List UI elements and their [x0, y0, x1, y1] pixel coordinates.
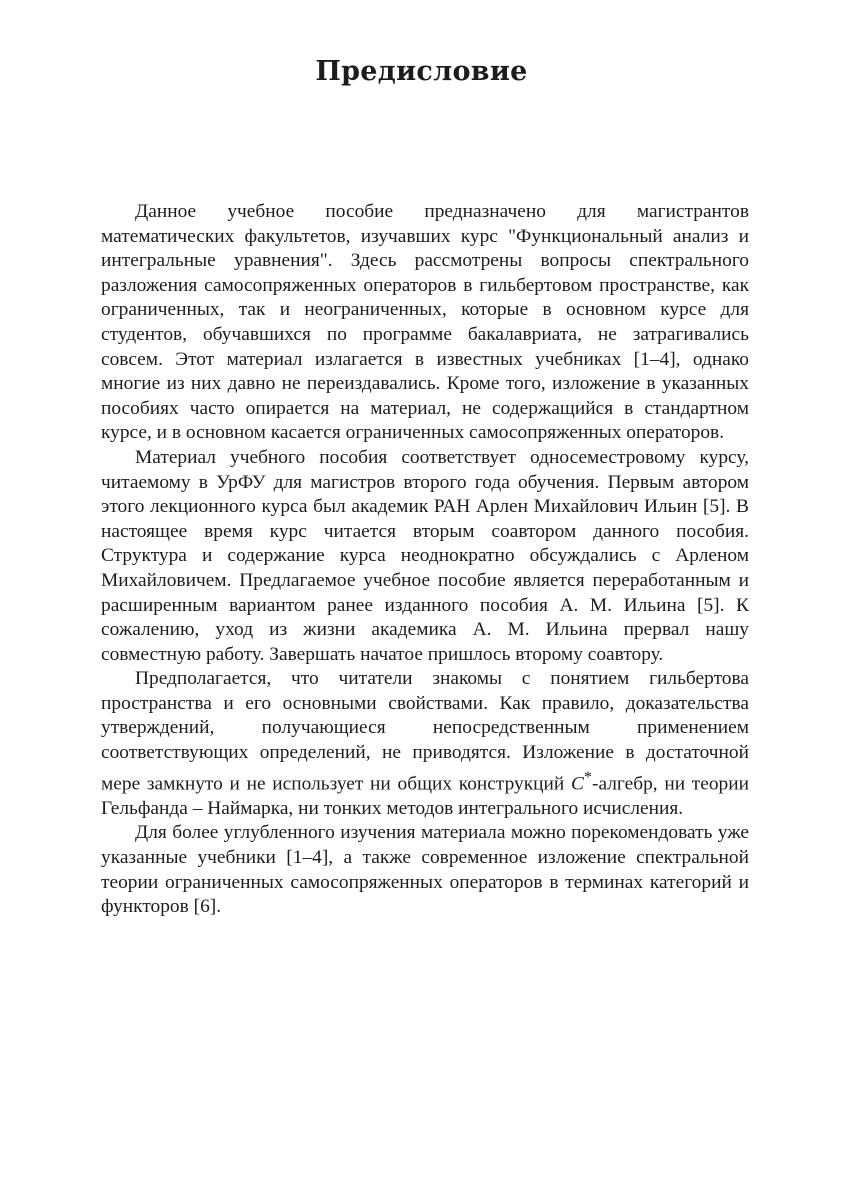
paragraph-4: Для более углубленного изучения материала можно порекомендовать уже указанные учебники [1–4], а также современное изложение спектральной теории ограниченных самосопряженных операторов в терминах категорий и функторов [6].	[101, 822, 749, 918]
math-c-symbol: C	[570, 773, 584, 795]
paragraph-1: Данное учебное пособие предназначено для магистрантов математических факультетов, изучавших курс "Функциональный анализ и интегральные уравнения". Здесь рассмотрены вопросы спектрального разложения самосопряженных операторов в гильбертовом пространстве, как ограниченных, так и неограниченных, которые в основном курсе для студентов, обучавшихся по программе бакалавриата, не затрагивались совсем. Этот материал излагается в известных учебниках [1–4], однако многие из них давно не переиздавались. Кроме того, изложение в указанных пособиях часто опирается на материал, не содержащийся в стандартном курсе, и в основном касается ограниченных самосопряженных операторов.	[101, 201, 749, 444]
paragraph-3	[101, 667, 749, 821]
page-title: Предисловие	[315, 56, 528, 87]
math-star-superscript: *	[583, 768, 592, 786]
preface-body	[101, 200, 749, 920]
paragraph-3-text-after: -алгебр, ни теории Гельфанда – Наймарка, ни тонких методов интегрального исчисления.	[101, 773, 749, 819]
paragraph-3-text-before: Предполагается, что читатели знакомы с понятием гильбертова пространства и его основными свойствами. Как правило, доказательства утверждений, получающиеся непосредственным применением соответствующих определений, не приводятся. Изложение в достаточной мере замкнуто и не использует ни общих конструкций	[101, 668, 749, 795]
paragraph-2: Материал учебного пособия соответствует односеместровому курсу, читаемому в УрФУ для магистров второго года обучения. Первым автором этого лекционного курса был академик РАН Арлен Михайлович Ильин [5]. В настоящее время курс читается вторым соавтором данного пособия. Структура и содержание курса неоднократно обсуждались с Арленом Михайловичем. Предлагаемое учебное пособие является переработанным и расширенным вариантом ранее изданного пособия А. М. Ильина [5]. К сожалению, уход из жизни академика А. М. Ильина прервал нашу совместную работу. Завершать начатое пришлось второму соавтору.	[101, 446, 749, 665]
